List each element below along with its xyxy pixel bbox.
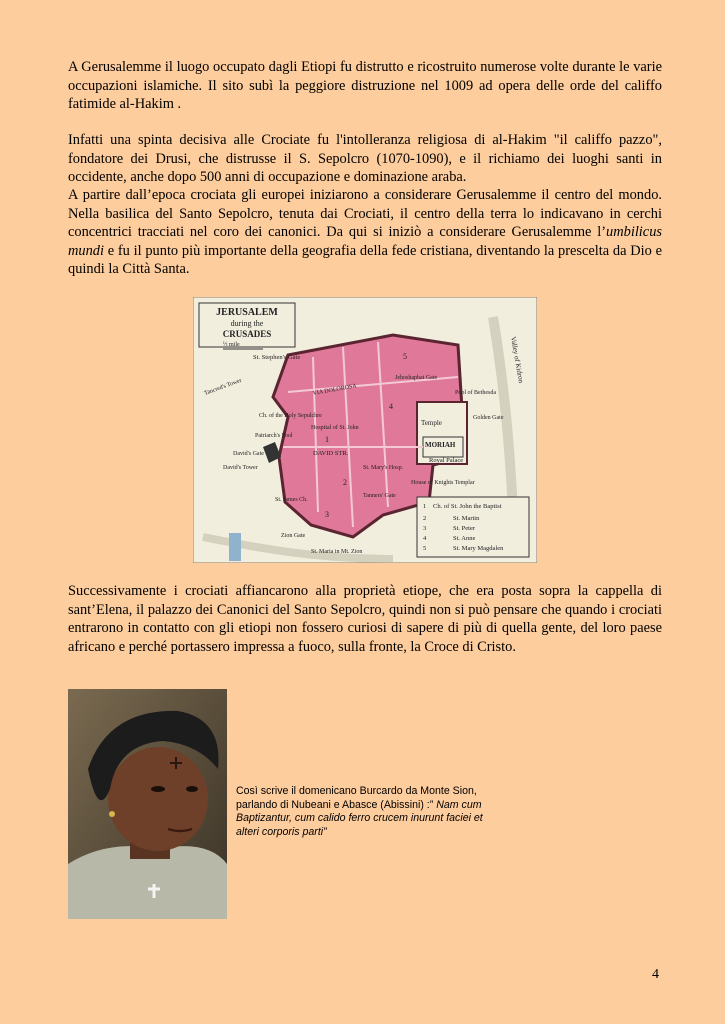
map-number: 5 (403, 352, 407, 361)
legend-num: 4 (423, 535, 427, 542)
paragraph-umbilicus-text-b: e fu il punto più importante della geografia della fede cristiana, diventando la prescelta da Dio e quindi la Città Santa. (68, 242, 662, 278)
umbilicus-mundi-term: umbilicus mundi (68, 224, 662, 259)
map-title-2: during the (230, 319, 264, 328)
map-label-st-maria-zion: St. Maria in Mt. Zion (311, 549, 363, 555)
legend-text: St. Martin (453, 515, 480, 522)
jerusalem-crusades-map (193, 297, 537, 563)
photo-caption (236, 785, 506, 839)
map-label-golden-gate: Golden Gate (473, 415, 504, 421)
map-label-tancreds-tower: Tancred's Tower (203, 377, 243, 397)
map-label-moriah: MORIAH (425, 441, 456, 449)
caption-text: Così scrive il domenicano Burcardo da Monte Sion, parlando di Nubeani e Abasce (Abissini) :” (236, 785, 477, 811)
map-label-temple: Temple (421, 419, 442, 427)
map-label-hospital-st-john: Hospital of St. John (311, 425, 359, 431)
paragraph-umbilicus (68, 186, 662, 279)
paragraph-intro: A Gerusalemme il luogo occupato dagli Etiopi fu distrutto e ricostruito numerose volte durante le varie occupazioni islamiche. Il sito subì la peggiore distruzione nel 1009 ad opera delle orde del califfo fatimide al-Hakim . (68, 59, 662, 113)
map-label-jehoshaphat-gate: Jehoshaphat Gate (395, 375, 438, 381)
map-label-st-stephens-gate: St. Stephen's Gate (253, 354, 301, 361)
legend-text: St. Peter (453, 525, 476, 532)
map-label-royal-palace: Royal Palace (429, 457, 464, 464)
map-number: 3 (325, 510, 329, 519)
map-label-patriarchs-pool: Patriarch's Pool (255, 433, 293, 439)
map-title-3: CRUSADES (222, 329, 272, 339)
legend-num: 1 (423, 503, 427, 510)
map-title-1: JERUSALEM (216, 307, 278, 318)
map-label-tanners-gate: Tanners' Gate (363, 493, 396, 499)
map-label-zion-gate: Zion Gate (281, 533, 306, 539)
paragraph-umbilicus-text-a: A partire dall’epoca crociata gli europei iniziarono a considerare Gerusalemme il centro del mondo. Nella basilica del Santo Sepolcro, tenuta dai Crociati, il centro della terra lo indicavano in cerchi concentrici tracciati nel coro dei canonici. Da qui si iniziò a considerare Gerusalemme l’ (68, 187, 662, 241)
page-number: 4 (652, 967, 659, 982)
legend-text: Ch. of St. John the Baptist (433, 503, 502, 510)
caption-latin-quote: Nam cum Baptizantur, cum calido ferro crucem inurunt faciei et alteri corporis parti” (236, 798, 483, 838)
legend-text: St. Anne (453, 535, 476, 542)
map-scale: ½ mile (223, 342, 240, 348)
map-label-davids-tower: David's Tower (223, 465, 258, 471)
map-label-st-marys-hosp: St. Mary's Hosp. (363, 465, 404, 471)
paragraph-ethiopians: Successivamente i crociati affiancarono alla proprietà etiope, che era posta sopra la cappella di sant’Elena, il palazzo dei Canonici del Santo Sepolcro, quindi non si può pensare che quando i crociati entrarono in contatto con gli etiopi non fossero curiosi di sapere di più di quella gente, del loro paese africano e perché portassero impressa a fuoco, sulla fronte, la Croce di Cristo. (68, 583, 662, 655)
map-label-via-dolorosa: VIA DOLOROSA (312, 383, 358, 397)
map-number: 4 (389, 402, 393, 411)
map-label-st-james: St. James Ch. (275, 497, 308, 503)
map-label-pool-bethesda: Pool of Bethesda (455, 390, 496, 396)
legend-num: 3 (423, 525, 427, 532)
ethiopian-woman-photo (68, 689, 227, 919)
paragraph-crusades: Infatti una spinta decisiva alle Crociate fu l'intolleranza religiosa di al-Hakim "il califfo pazzo", fondatore dei Drusi, che distrusse il S. Sepolcro (1070-1090), e il richiamo dei luoghi santi in occidente, anche dopo 500 anni di occupazione e dominazione araba. (68, 132, 662, 186)
legend-num: 5 (423, 545, 427, 552)
map-label-kidron: Valley of Kidron (509, 335, 526, 384)
map-label-davids-gate: David's Gate (233, 451, 264, 457)
map-label-holy-sepulchre: Ch. of the Holy Sepulchre (259, 413, 322, 419)
legend-text: St. Mary Magdalen (453, 545, 504, 552)
map-number: 2 (343, 478, 347, 487)
map-label-david-street: DAVID STR. (313, 450, 349, 457)
map-label-knights-templar: House of Knights Templar (411, 480, 475, 486)
map-number: 1 (325, 435, 329, 444)
legend-num: 2 (423, 515, 427, 522)
